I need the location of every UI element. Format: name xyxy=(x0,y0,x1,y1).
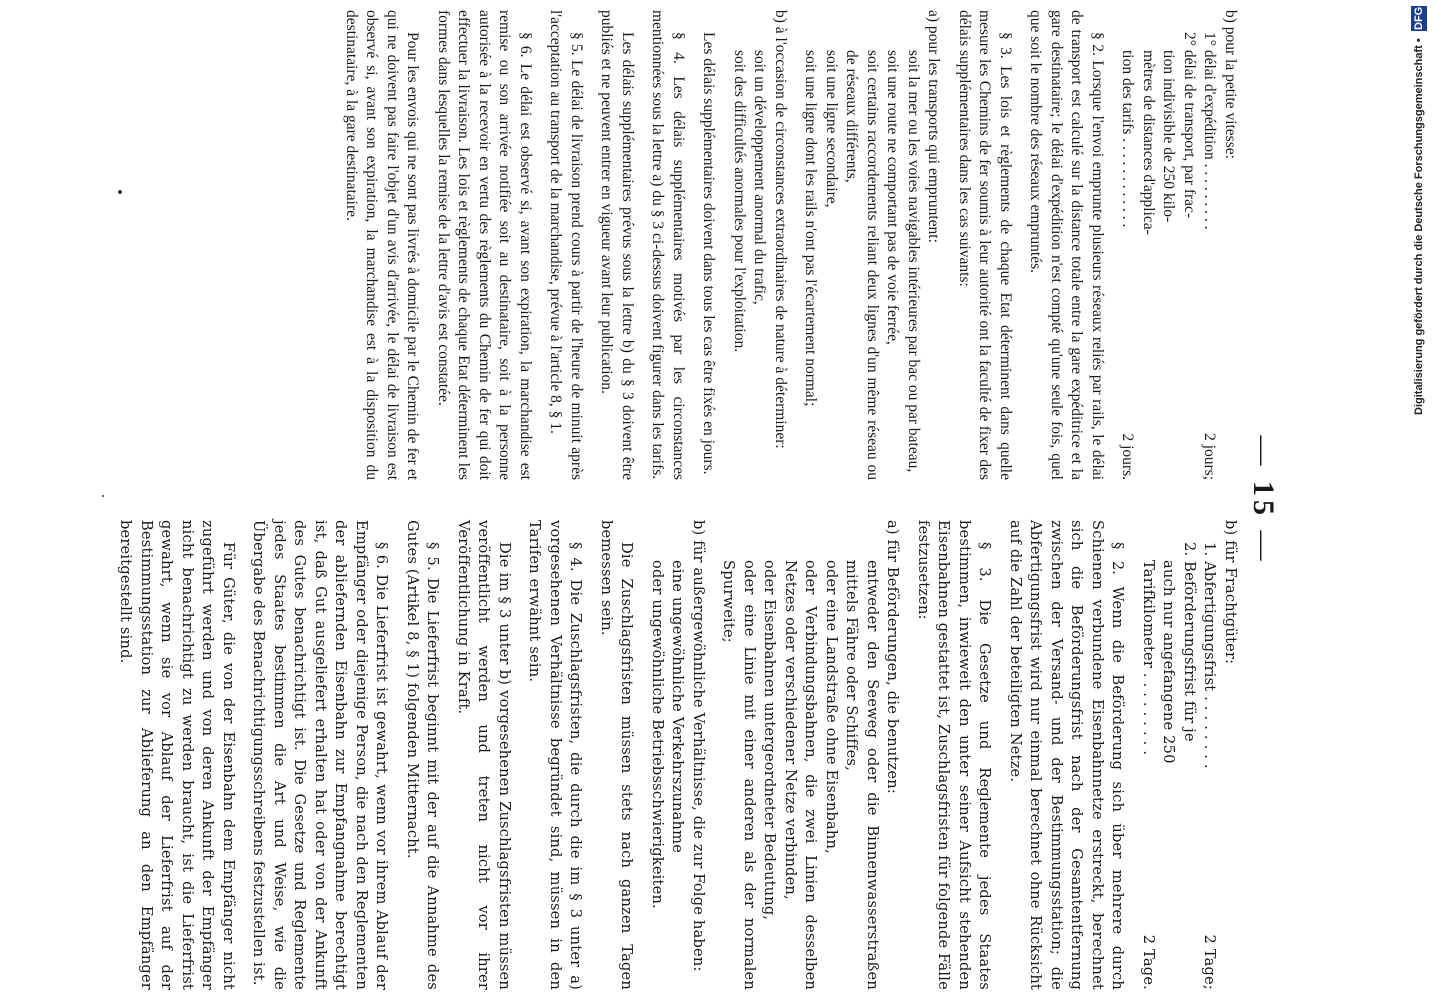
de-s3b2: oder ungewöhnliche Betriebsschwierigkeiten. xyxy=(649,560,666,909)
digitization-credit-text xyxy=(1411,6,1427,415)
fr-b2-line1: 2° délai de transport, par frac- xyxy=(1181,32,1198,219)
de-s3a: a) für Beförderungen, die benutzen: xyxy=(884,520,902,794)
de-b1-value: 2 Tage; xyxy=(1201,934,1219,990)
fr-b1-value: 2 jours; xyxy=(1201,433,1219,480)
page-header xyxy=(1240,0,1280,1000)
de-b2-line2: auch nur angefangene 250 xyxy=(1160,560,1178,764)
de-section-b xyxy=(1138,520,1241,990)
fr-s3a4: soit une ligne secondaire, xyxy=(823,50,840,208)
fr-s3a3: soit certains raccordements reliant deux lignes d'un même réseau ou de réseaux différents, xyxy=(843,50,881,480)
de-s3a-block xyxy=(718,520,903,990)
fr-s4b: Les délais supplémentaires prévus sous la lettre b) du § 3 doivent être publiés et ne peuvent entrer en vigueur avant leur publication. xyxy=(598,10,636,480)
de-b-title: b) für Frachtgüter: xyxy=(1222,520,1239,665)
fr-s6b: Pour les envois qui ne sont pas livrés à domicile par le Chemin de fer et qui ne doivent pas faire l'objet d'un avis d'arrivée, le délai de livraison est observé si, avant son expiration, la marchandise est à la disposition du destinataire, à la gare destinataire. xyxy=(343,10,422,480)
de-b1 xyxy=(1199,542,1220,990)
fr-b1-label: 1° délai d'expédition . . . . . . . . . xyxy=(1201,32,1219,230)
digitization-note-text: Digitalisierung gefördert durch die Deutsche Forschungsgemeinschaft • xyxy=(1413,38,1425,415)
digitization-credit xyxy=(1406,6,1432,996)
de-s3a1: entweder den Seeweg oder die Binnenwasserstraßen mittels Fähre oder Schiffes, xyxy=(843,560,881,990)
de-s3a2: oder eine Landstraße ohne Eisenbahn, xyxy=(823,560,840,854)
de-b2-line3: Tarifkilometer . . . . . . . . . xyxy=(1140,560,1157,756)
de-s5: § 5. Die Lieferfrist beginnt mit der auf die Annahme des Gutes (Artikel 8, § 1) folgenden Mitternacht. xyxy=(404,520,442,990)
fr-b2-line3: mètres de distances d'applica- xyxy=(1140,50,1157,235)
fr-b-title: b) pour la petite vitesse: xyxy=(1222,10,1239,159)
fr-b2-line4: tion des tarifs . . . . . . . . . . . . xyxy=(1119,50,1137,228)
de-b2-line1: 2. Beförderungsfrist für je xyxy=(1181,542,1198,742)
fr-s3a-block xyxy=(800,10,944,480)
fr-b2-value: 2 jours. xyxy=(1119,433,1137,480)
fr-s6: § 6. Le délai est observé si, avant son expiration, la marchandise est remise ou son arrivée notifiée soit au destinataire, soit à la personne autorisée à la recevoir en vertu des règlements du Chemin de fer qui doit effectuer la livraison. Les lois et règlements de chaque Etat déterminent les formes dans lesquelles la remise de la lettre d'avis est constatée. xyxy=(435,10,534,480)
de-s3a5: oder eine Linie mit einer anderen als der normalen Spurweite; xyxy=(720,560,758,990)
fr-section-b xyxy=(1117,10,1240,480)
fr-s3b2: soit des difficultés anormales pour l'exploitation. xyxy=(731,50,748,353)
de-b1-label: 1. Abfertigungsfrist . . . . . . . . xyxy=(1201,542,1219,769)
header-dash-right: — xyxy=(1247,530,1280,565)
header-dash-left: — xyxy=(1247,435,1280,470)
page-number: 15 xyxy=(1247,481,1280,519)
de-s6b: Für Güter, die von der Eisenbahn dem Empfänger nicht zugeführt werden und von deren Ankunft der Empfänger nicht benachrichtigt zu werden braucht, ist die Lieferfrist gewahrt, wenn sie vor Ablauf der Lieferfrist auf der Bestimmungsstation zur Ablieferung an den Empfänger bereitgestellt sind. xyxy=(117,520,237,990)
fr-s4: § 4. Les délais supplémentaires motivés par les circonstances mentionnées sous la lettre a) du § 3 ci-dessus doivent figurer dans les tarifs. xyxy=(649,10,687,480)
de-b2-line3-row xyxy=(1138,560,1159,990)
fr-b1 xyxy=(1199,32,1220,480)
fr-s3a1: soit la mer ou les voies navigables intérieures par bac ou par bateau, xyxy=(905,50,922,473)
fr-s5: § 5. Le délai de livraison prend cours à partir de l'heure de minuit après l'acceptation au transport de la marchandise, prévue à l'article 8, § 1. xyxy=(547,10,585,480)
de-s3c: Die Zuschlagsfristen müssen stets nach ganzen Tagen bemessen sein. xyxy=(598,520,636,990)
scan-speck xyxy=(102,495,104,497)
fr-s3a: a) pour les transports qui empruntent: xyxy=(925,10,943,243)
de-s3b1: eine ungewöhnliche Verkehrszunahme xyxy=(669,560,687,854)
de-b2-value: 2 Tage. xyxy=(1140,934,1157,990)
de-s6: § 6. Die Lieferfrist ist gewahrt, wenn vor ihrem Ablauf der Empfänger oder diejenige Person, die nach den Reglementen der abliefernden Eisenbahn zur Empfangnahme berechtigt ist, daß Gut ausgeliefert erhalten hat oder von der Ankunft des Gutes benachrichtigt ist. Die Gesetze und Reglemente jedes Staates bestimmen die Art und Weise, wie die Übergabe des Benachrichtigungsschreibens festzustellen ist. xyxy=(250,520,391,990)
de-s3a3: oder Verbindungsbahnen, die zwei Linien desselben Netzes oder verschiedener Netze verbinden, xyxy=(782,560,820,990)
de-s2: § 2. Wenn die Beförderung sich über mehrere durch Schienen verbundene Eisenbahnnetze erstreckt, berechnet sich die Beförderungsfrist nach der Gesamtentfernung zwischen der Versand- und der Bestimmungsstation; die Abfertigungsfrist wird nur einmal berechnet ohne Rücksicht auf die Zahl der beteiligten Netze. xyxy=(1007,520,1127,990)
scan-speck xyxy=(118,190,122,194)
fr-s3c: Les délais supplémentaires doivent dans tous les cas être fixés en jours. xyxy=(700,32,718,475)
french-column xyxy=(140,10,1240,480)
fr-s3b: b) à l'occasion de circonstances extraordinaires de nature à déterminer: xyxy=(772,10,789,449)
fr-s3b-block xyxy=(729,10,791,480)
fr-s3a5: soit une ligne dont les rails n'ont pas l'écartement normal; xyxy=(802,50,820,407)
de-s3: § 3. Die Gesetze und Reglemente jedes Staates bestimmen, inwieweit den unter seiner Aufsicht stehenden Eisenbahnen gestattet ist, Zuschlagsfristen für folgende Fälle festzusetzen: xyxy=(915,520,994,990)
fr-s3a2: soit une route ne comportant pas de voie ferrée, xyxy=(884,50,902,345)
fr-s3b1: soit un développement anormal du trafic, xyxy=(751,50,769,305)
fr-b2-line4-row xyxy=(1117,50,1138,480)
fr-s2: § 2. Lorsque l'envoi emprunte plusieurs réseaux reliés par rails, le délai de transport est calculé sur la distance totale entre la gare expéditrice et la gare destinataire; le délai d'expédition n'est compté qu'une seule fois, quel que soit le nombre des réseaux empruntés. xyxy=(1027,10,1106,480)
rotated-page-content xyxy=(117,0,1280,1000)
de-s4b: Die im § 3 unter b) vorgesehenen Zuschlagsfristen müssen veröffentlicht werden und treten nicht vor ihrer Veröffentlichung in Kraft. xyxy=(455,520,513,990)
german-column xyxy=(117,520,1240,990)
de-s3b-block xyxy=(647,520,709,990)
de-s4: § 4. Die Zuschlagsfristen, die durch die im § 3 unter a) vorgesehenen Verhältnisse begründet sind, müssen in den Tarifen erwähnt sein. xyxy=(526,520,585,990)
de-s3a4: oder Eisenbahnen untergeordneter Bedeutung, xyxy=(761,560,779,921)
de-s3b: b) für außergewöhnliche Verhältnisse, die zur Folge haben: xyxy=(690,520,707,972)
dfg-logo: DFG xyxy=(1413,7,1425,31)
fr-s3: § 3. Les lois et règlements de chaque Etat déterminent dans quelle mesure les Chemins de fer soumis à leur autorité ont la faculté de fixer des délais supplémentaires dans les cas suivants: xyxy=(956,10,1014,480)
fr-b2-line2: tion indivisible de 250 kilo- xyxy=(1160,50,1178,223)
